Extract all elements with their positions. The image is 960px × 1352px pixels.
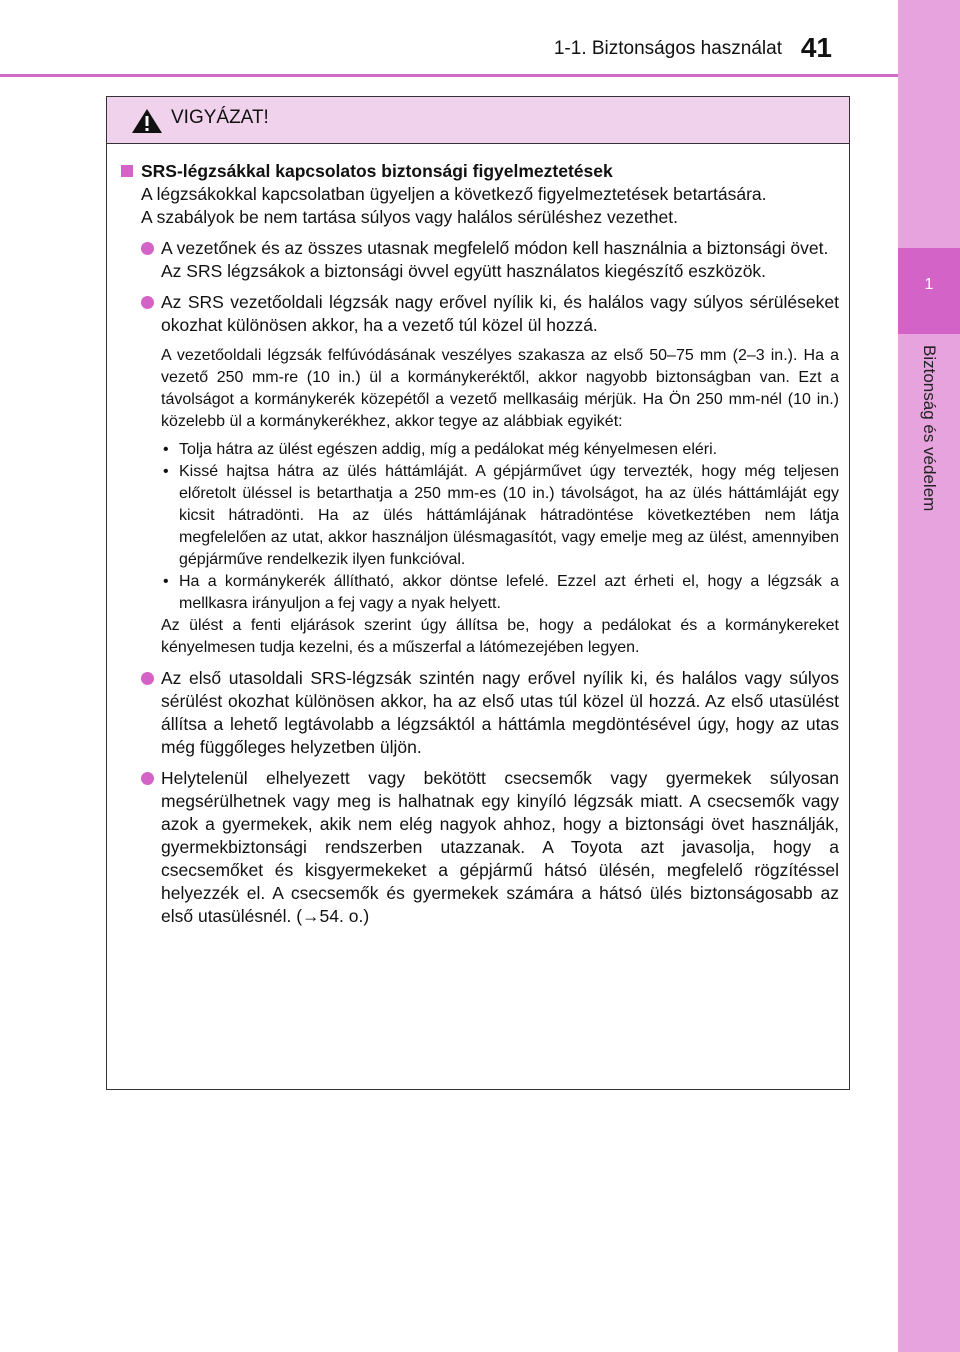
chapter-side-tab [898, 0, 960, 1352]
intro-line: A légzsákokkal kapcsolatban ügyeljen a következő figyelmeztetések betartására. [141, 184, 767, 204]
caution-box [106, 96, 850, 1090]
caution-header [107, 97, 849, 144]
section-heading [121, 160, 839, 183]
sub-list-item-text: Tolja hátra az ülést egészen addig, míg a pedálokat még kényelmesen eléri. [179, 441, 718, 458]
caution-content [107, 144, 849, 928]
circle-bullet-icon [141, 672, 154, 685]
intro-block [121, 183, 839, 229]
section-title: 1-1. Biztonságos használat [553, 38, 782, 59]
caution-label: VIGYÁZAT! [171, 107, 269, 128]
circle-bullet-icon [141, 296, 154, 309]
bullet-item [121, 237, 839, 283]
section-heading-text: SRS-légzsákkal kapcsolatos biztonsági figyelmeztetések [141, 161, 613, 181]
intro-line: A szabályok be nem tartása súlyos vagy halálos sérüléshez vezethet. [141, 207, 678, 227]
circle-bullet-icon [141, 772, 154, 785]
circle-bullet-icon [141, 242, 154, 255]
header-rule [0, 74, 898, 77]
bullet-text: Az SRS légzsákok a biztonsági övvel együtt használatos kiegészítő eszközök. [161, 261, 767, 281]
sub-list-closing: Az ülést a fenti eljárások szerint úgy állítsa be, hogy a pedálokat és a kormánykereket kényelmesen tudja kezelni, és a műszerfal a látómezejében legyen. [161, 617, 839, 656]
bullet-item [121, 291, 839, 337]
sub-list [121, 439, 839, 659]
bullet-text: Az első utasoldali SRS-légzsák szintén nagy erővel nyílik ki, és halálos vagy súlyos sérülést okozhat különösen akkor, ha az első utas túl közel ül hozzá. Az első utasülést állítsa a lehető legtávolabb a légzsáktól a háttámla megdöntésével úgy, hogy az utas még függőleges helyzetben üljön. [161, 668, 839, 757]
sub-list-item: • Tolja hátra az ülést egészen addig, míg a pedálokat még kényelmesen eléri. [163, 441, 718, 458]
bullet-detail: A vezetőoldali légzsák felfúvódásának veszélyes szakasza az első 50–75 mm (2–3 in.). Ha a vezető 250 mm-re (10 in.) ül a kormánykeréktől, akkor nagyobb biztonságban van. Ezt a távolságot a kormánykerék közepétől a vezető mellkasáig mérjük. Ha Ön 250 mm-nél (10 in.) közelebb ül a kormánykerékhez, akkor tegye az alábbiak egyikét: [161, 347, 839, 430]
sub-list-item-text: Ha a kormánykerék állítható, akkor döntse lefelé. Ezzel azt érheti el, hogy a légzsák a mellkasra irányuljon a fej vagy a nyak helyett. [179, 573, 839, 612]
page-header [0, 0, 898, 78]
sub-list-item: • Ha a kormánykerék állítható, akkor döntse lefelé. Ezzel azt érheti el, hogy a légzsák a mellkasra irányuljon a fej vagy a nyak helyett. [163, 573, 839, 612]
bullet-text: Az SRS vezetőoldali légzsák nagy erővel nyílik ki, és halálos vagy súlyos sérüléseket okozhat különösen akkor, ha a vezető túl közel ül hozzá. [161, 292, 839, 335]
bullet-item [121, 767, 839, 928]
bullet-item [121, 667, 839, 759]
page-number: 41 [800, 32, 832, 63]
chapter-number: 1 [924, 276, 934, 293]
bullet-text: Helytelenül elhelyezett vagy bekötött csecsemők vagy gyermekek súlyosan megsérülhetnek vagy meg is halhatnak egy kinyíló légzsák miatt. A csecsemők vagy azok a gyermekek, akik nem elég nagyok ahhoz, hogy a biztonsági övet használják, gyermekbiztonsági rendszerben utazzanak. A Toyota azt javasolja, hogy a csecsemőket és kisgyermekeket a gépjármű hátsó ülésén, megfelelő rögzítéssel helyezzék el. A csecsemők és gyermekek számára a hátsó ülés biztonságosabb az első utasülésnél. (→54. o.) [161, 768, 839, 926]
bullet-text: A vezetőnek és az összes utasnak megfelelő módon kell használnia a biztonsági övet. [161, 238, 829, 258]
square-bullet-icon [121, 165, 133, 177]
warning-triangle-icon [131, 108, 163, 139]
sub-list-item-text: Kissé hajtsa hátra az ülés háttámláját. A gépjárművet úgy tervezték, hogy még teljesen előretolt üléssel is betarthatja a 250 mm-es (10 in.) távolságot, ha az ülés háttámláját egy kicsit hátradönti. Ha az ülés háttámlájának hátradöntése következtében nem látja megfelelően az utat, akkor használjon ülésmagasítót, vagy emelje meg az ülést, amennyiben gépjárműve rendelkezik ilyen funkcióval. [179, 463, 839, 568]
chapter-title: Biztonság és védelem [920, 345, 939, 512]
sub-list-item: • Kissé hajtsa hátra az ülés háttámláját. A gépjárművet úgy tervezték, hogy még teljesen előretolt üléssel is betarthatja a 250 mm-es (10 in.) távolságot, ha az ülés háttámláját egy kicsit hátradönti. Ha az ülés háttámlájának hátradöntése következtében nem látja megfelelően az utat, akkor használjon ülésmagasítót, vagy emelje meg az ülést, amennyiben gépjárműve rendelkezik ilyen funkcióval. [163, 463, 839, 568]
